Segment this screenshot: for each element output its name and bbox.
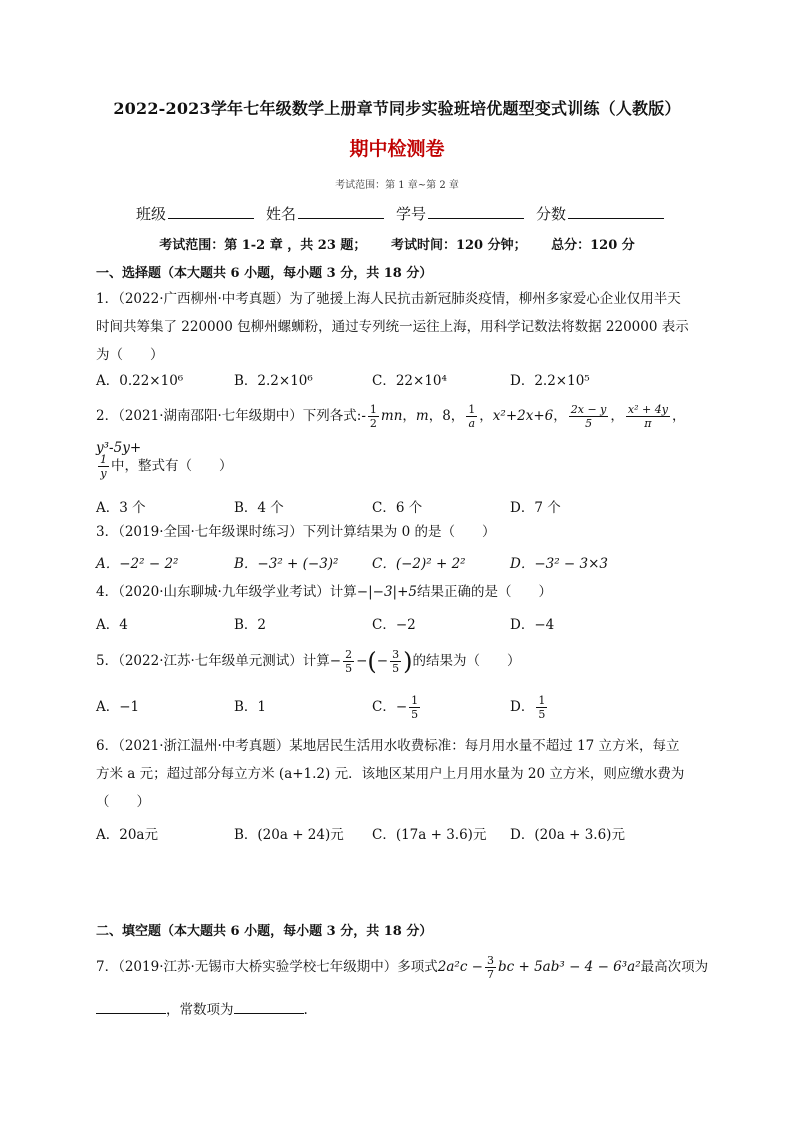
option-c[interactable]: C．6 个 (372, 500, 423, 516)
option-c[interactable]: C．− $\frac{1}{5}$ (372, 694, 419, 721)
score-field[interactable] (568, 202, 664, 219)
option-c[interactable]: C．22×10⁴ (372, 373, 447, 389)
question-3-options (96, 552, 706, 572)
document-subtitle: 期中检测卷 (349, 138, 445, 160)
document-title: 2022-2023学年七年级数学上册章节同步实验班培优题型变式训练（人教版） (113, 99, 681, 118)
option-a[interactable]: A．−2² − 2² (96, 556, 179, 572)
answer-blank[interactable] (96, 999, 166, 1014)
option-a[interactable]: A．0.22×10⁶ (96, 373, 184, 389)
section-choice-title: 一、选择题（本大题共 6 小题，每小题 3 分，共 18 分） (96, 266, 433, 281)
question-5-options (96, 692, 706, 722)
option-a[interactable]: A．4 (96, 617, 128, 633)
question-7-line2: ，常数项为 . (96, 996, 706, 1024)
question-1-line: 为（ ） (96, 347, 164, 363)
question-1-line: 1．（2022·广西柳州·中考真题）为了驰援上海人民抗击新冠肺炎疫情，柳州多家爱心企业仅用半天 (96, 291, 681, 307)
option-d[interactable]: D． $\frac{1}{5}$ (510, 694, 546, 721)
student-id-field[interactable] (428, 202, 524, 219)
exam-range-note: 考试范围：第 1 章~第 2 章 (335, 180, 459, 191)
class-field[interactable] (168, 202, 254, 219)
option-d[interactable]: D．(20a + 3.6)元 (510, 827, 625, 843)
option-b[interactable]: B．2 (234, 617, 267, 633)
score-label: 分数 (536, 205, 567, 223)
exam-info (0, 234, 794, 253)
option-b[interactable]: B．4 个 (234, 500, 284, 516)
option-b[interactable]: B．2.2×10⁶ (234, 373, 313, 389)
option-a[interactable]: A．20a元 (96, 827, 158, 843)
option-a[interactable]: A．3 个 (96, 500, 146, 516)
section-fill-title: 二、填空题（本大题共 6 小题，每小题 3 分，共 18 分） (96, 924, 433, 939)
question-4-options (96, 613, 706, 633)
option-c[interactable]: C．(17a + 3.6)元 (372, 827, 487, 843)
class-label: 班级 (136, 205, 167, 223)
option-c[interactable]: C．(−2)² + 2² (372, 556, 466, 572)
question-2-stem: 2．（2021·湖南邵阳·七年级期中）下列各式: (96, 408, 362, 424)
option-d[interactable]: D．−4 (510, 617, 555, 633)
name-field[interactable] (298, 202, 384, 219)
option-d[interactable]: D．−3² − 3×3 (510, 556, 609, 572)
student-info-row (136, 202, 676, 224)
answer-blank[interactable] (234, 999, 304, 1014)
student-id-label: 学号 (396, 205, 427, 223)
option-c[interactable]: C．−2 (372, 617, 416, 633)
question-2: 2．（2021·湖南邵阳·七年级期中）下列各式:- $\frac{1}{2}$ mn，m，8， $\frac{1}{a}$ ，x²+2x+6， $\frac{2x - y}{5}$ ， $\frac{\text{x² + 4y}}{\pi}$ ，y³-5y+ (96, 403, 686, 456)
question-7: 7．（2019·江苏·无锡市大桥实验学校七年级期中）多项式2a²c − $\frac{3}{7}$ bc + 5ab³ − 4 − 6³a²最高次项为 (96, 954, 709, 981)
question-4: 4．（2020·山东聊城·九年级学业考试）计算−|−3|+5结果正确的是（ ） (96, 584, 552, 600)
name-label: 姓名 (266, 205, 297, 223)
option-b[interactable]: B．(20a + 24)元 (234, 827, 344, 843)
exam-total: 总分：120 分 (551, 238, 635, 253)
question-6-line: 6．（2021·浙江温州·中考真题）某地居民生活用水收费标准：每月用水量不超过 17 立方米，每立 (96, 738, 680, 754)
question-1-options (96, 369, 706, 389)
question-2-options (96, 496, 706, 516)
question-6 (96, 732, 706, 816)
option-a[interactable]: A．−1 (96, 699, 140, 715)
question-1-line: 时间共筹集了 220000 包柳州螺蛳粉，通过专列统一运往上海，用科学记数法将数据 220000 表示 (96, 319, 689, 335)
question-6-line: （ ） (96, 794, 150, 810)
question-2-line2: $\frac{1}{y}$ 中，整式有（ ） (100, 453, 233, 480)
exam-time: 考试时间：120 分钟； (390, 238, 527, 253)
question-1 (96, 285, 706, 369)
option-b[interactable]: B．1 (234, 699, 267, 715)
question-6-options (96, 823, 706, 843)
question-3: 3．（2019·全国·七年级课时练习）下列计算结果为 0 的是（ ） (96, 524, 496, 540)
option-d[interactable]: D．7 个 (510, 500, 561, 516)
exam-scope: 考试范围：第 1-2 章 ，共 23 题； (159, 238, 367, 253)
q4-expression: −|−3|+5 (356, 584, 417, 600)
option-b[interactable]: B．−3² + (−3)² (234, 556, 339, 572)
question-6-line: 方米 a 元；超过部分每立方米 (a+1.2) 元．该地区某用户上月用水量为 20 立方米，则应缴水费为 (96, 766, 685, 782)
option-d[interactable]: D．2.2×10⁵ (510, 373, 590, 389)
question-5: 5．（2022·江苏·七年级单元测试）计算− $\frac{2}{5}$ −(− $\frac{3}{5}$ )的结果为（ ） (96, 647, 521, 676)
